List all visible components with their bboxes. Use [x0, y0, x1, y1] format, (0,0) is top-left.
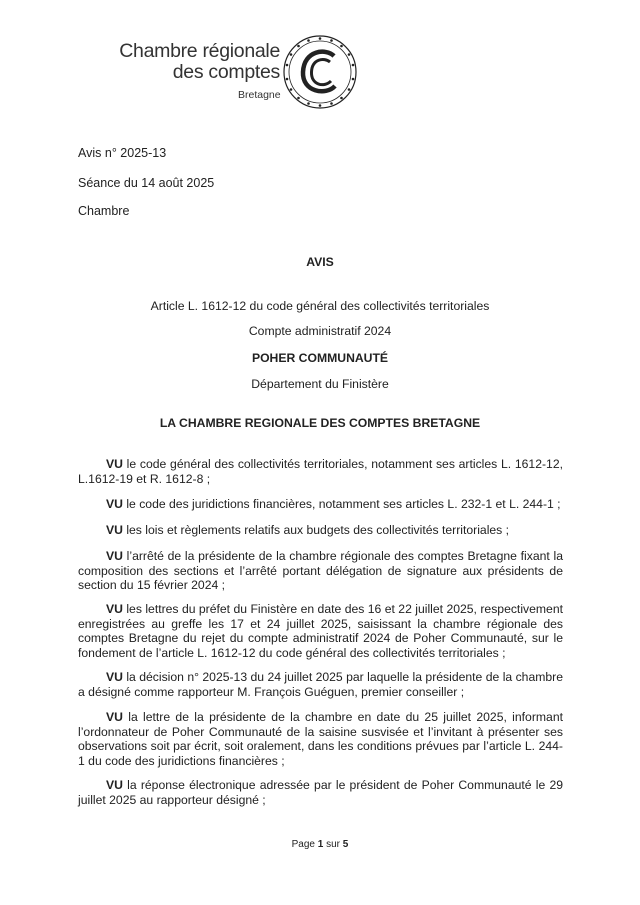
article-reference: Article L. 1612-12 du code général des collectivités territoriales [150, 299, 490, 313]
page-prefix: Page [291, 839, 318, 850]
vu-paragraph [78, 710, 563, 768]
vu-label: VU [106, 778, 123, 792]
logo-line-1: Chambre régionale [119, 40, 280, 62]
vu-text: le code général des collectivités territoriales, notamment ses articles L. 1612-12, L.1612-19 et R. 1612-8 ; [78, 457, 563, 486]
entity-name: POHER COMMUNAUTÉ [251, 351, 389, 365]
vu-label: VU [106, 602, 123, 616]
vu-label: VU [106, 523, 123, 537]
vu-label: VU [106, 710, 123, 724]
vu-text: les lettres du préfet du Finistère en date des 16 et 22 juillet 2025, respectivement enregistrées au greffe les 17 et 24 juillet 2025, saisissant la chambre régionale des comptes Bretagne du rejet du compte administratif 2024 de Poher Communauté, sur le fondement de l’article L. 1612-12 du code général des collectivités territoriales ; [78, 602, 563, 660]
vu-paragraph [78, 523, 563, 538]
seance-date: Séance du 14 août 2025 [78, 176, 215, 190]
avis-title: AVIS [306, 255, 334, 269]
vu-text: le code des juridictions financières, notamment ses articles L. 232-1 et L. 244-1 ; [122, 497, 561, 511]
vu-text: les lois et règlements relatifs aux budgets des collectivités territoriales ; [122, 523, 510, 537]
vu-label: VU [106, 497, 123, 511]
logo-wordmark [110, 41, 280, 83]
page-total: 5 [342, 839, 349, 850]
vu-paragraph [78, 457, 563, 486]
vu-text: l’arrêté de la présidente de la chambre régionale des comptes Bretagne fixant la composition des sections et l’arrêté portant délégation de signature aux présidents de section du 15 février 2024 ; [78, 549, 563, 593]
vu-label: VU [106, 457, 123, 471]
logo-line-2: des comptes [172, 61, 280, 83]
vu-paragraph [78, 497, 563, 512]
vu-paragraph [78, 549, 563, 593]
vu-text: la décision n° 2025-13 du 24 juillet 2025 par laquelle la présidente de la chambre a désigné comme rapporteur M. François Guéguen, premier conseiller ; [78, 670, 563, 699]
compte-administratif: Compte administratif 2024 [248, 324, 392, 338]
vu-paragraph [78, 670, 563, 699]
vu-paragraph [78, 778, 563, 807]
departement: Département du Finistère [251, 377, 389, 391]
page-footer [0, 839, 640, 850]
avis-number: Avis n° 2025-13 [78, 146, 167, 160]
vu-text: la lettre de la présidente de la chambre en date du 25 juillet 2025, informant l’ordonnateur de Poher Communauté de la saisine susvisée et l’invitant à présenter ses observations soit par écrit, soit oralement, dans les conditions prévues par l’article L. 244-1 du code des juridictions financières ; [78, 710, 563, 768]
vu-label: VU [106, 670, 123, 684]
vu-label: VU [106, 549, 123, 563]
vu-text: la réponse électronique adressée par le président de Poher Communauté le 29 juillet 2025 au rapporteur désigné ; [78, 778, 563, 807]
page-number: 1 [317, 839, 324, 850]
chambre-heading: LA CHAMBRE REGIONALE DES COMPTES BRETAGNE [159, 416, 481, 430]
chambre-label: Chambre [78, 204, 130, 218]
court-seal-icon [282, 34, 358, 110]
page-separator: sur [323, 839, 343, 850]
logo-subtitle: Bretagne [238, 89, 281, 101]
vu-paragraph [78, 602, 563, 660]
